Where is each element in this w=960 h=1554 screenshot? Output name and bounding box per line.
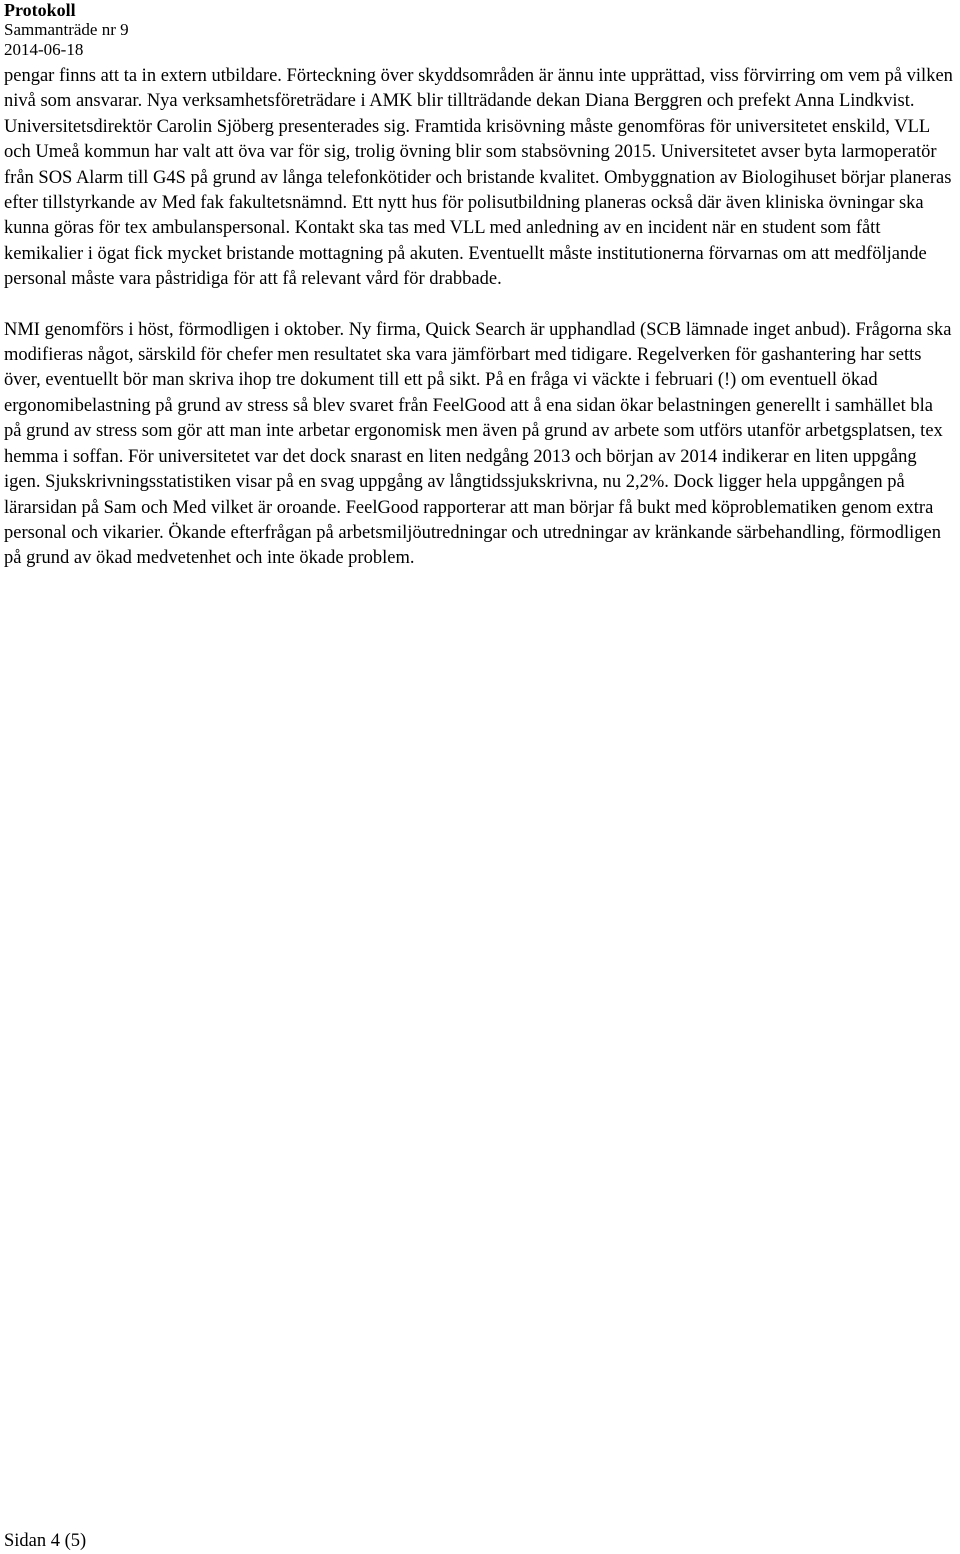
- document-header: [4, 0, 944, 60]
- document-title: Protokoll: [4, 0, 76, 20]
- document-body: [4, 64, 954, 572]
- meeting-number: Sammanträde nr 9: [4, 20, 129, 39]
- meeting-date: 2014-06-18: [4, 40, 84, 59]
- body-paragraph: NMI genomförs i höst, förmodligen i oktober. Ny firma, Quick Search är upphandlad (SCB lämnade inget anbud). Frågorna ska modifieras något, särskild för chefer men resultatet ska vara jämförbart med tidigare. Regelverken för gashantering har setts över, eventuellt bör man skriva ihop tre dokument till ett på sikt. På en fråga vi väckte i februari (!) om eventuell ökad ergonomibelastning på grund av stress så blev svaret från FeelGood att å ena sidan ökar belastningen generellt i samhället bla på grund av stress som gör att man inte arbetar ergonomisk men även på grund av arbete som utförs utanför arbetgsplatsen, tex hemma i soffan. För universitetet var det dock snarast en liten nedgång 2013 och början av 2014 indikerar en liten uppgång igen. Sjukskrivningsstatistiken visar på en svag uppgång av långtidssjukskrivna, nu 2,2%. Dock ligger hela uppgången på lärarsidan på Sam och Med vilket är oroande. FeelGood rapporterar att man börjar få bukt med köproblematiken genom extra personal och vikarier. Ökande efterfrågan på arbetsmiljöutredningar och utredningar av kränkande särbehandling, förmodligen på grund av ökad medvetenhet och inte ökade problem.: [4, 319, 952, 569]
- page-number: Sidan 4 (5): [4, 1531, 87, 1551]
- body-paragraph: pengar finns att ta in extern utbildare. Förteckning över skyddsområden är ännu inte upprättad, viss förvirring om vem på vilken nivå som ansvarar. Nya verksamhetsföreträdare i AMK blir tillträdande dekan Diana Berggren och prefekt Anna Lindkvist. Universitetsdirektör Carolin Sjöberg presenterades sig. Framtida krisövning måste genomföras för universitetet enskild, VLL och Umeå kommun har valt att öva var för sig, trolig övning blir som stabsövning 2015. Universitetet avser byta larmoperatör från SOS Alarm till G4S på grund av långa telefonkötider och bristande kvalitet. Ombyggnation av Biologihuset börjar planeras efter tillstyrkande av Med fak fakultetsnämnd. Ett nytt hus för polisutbildning planeras också där även kliniska övningar ska kunna göras för tex ambulanspersonal. Kontakt ska tas med VLL med anledning av en incident när en student som fått kemikalier i ögat fick mycket bristande mottagning på akuten. Eventuellt måste institutionerna förvarnas om att medföljande personal måste vara påstridiga för att få relevant vård för drabbade.: [4, 66, 953, 290]
